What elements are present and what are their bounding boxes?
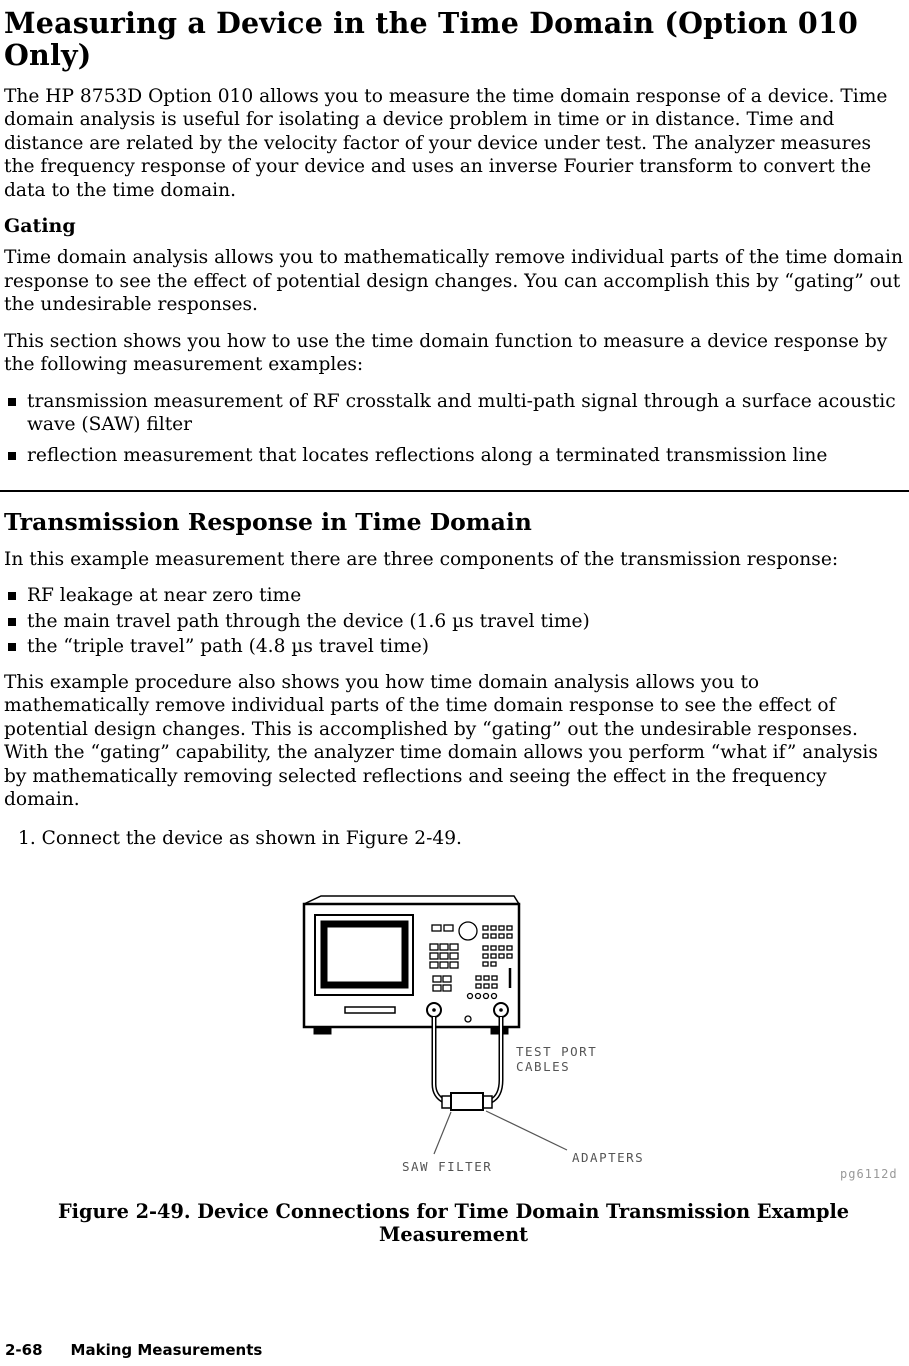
test-port-cables-label-line1: TEST PORT [516, 1044, 598, 1060]
list-item [4, 635, 903, 659]
transmission-bullet-list [4, 584, 903, 659]
list-item [4, 444, 903, 468]
gating-paragraph-2: This section shows you how to use the time domain function to measure a device response by the following measurement examples: [4, 330, 888, 376]
bullet-square-icon [8, 618, 16, 626]
adapters-label: ADAPTERS [572, 1150, 645, 1166]
network-analyzer-drawing [4, 892, 909, 1192]
page-footer [5, 1341, 262, 1359]
plot-id-label: pg6112d [840, 1167, 898, 1182]
bullet-text: the “triple travel” path (4.8 µs travel time) [27, 636, 429, 658]
bullet-text: the main travel path through the device (1.6 µs travel time) [27, 610, 590, 632]
bullet-text: reflection measurement that locates reflections along a terminated transmission line [27, 445, 828, 466]
bullet-square-icon [8, 398, 16, 406]
gating-paragraph-1: Time domain analysis allows you to mathematically remove individual parts of the time domain response to see the effect of potential design changes. You can accomplish this by “gating” out the undesirable responses. [4, 247, 903, 316]
figure-device-connections [4, 892, 903, 1246]
footer-page-number: 2-68 [5, 1341, 43, 1359]
section-divider [0, 490, 909, 492]
figure-caption: Figure 2-49. Device Connections for Time Domain Transmission Example Measurement [57, 1200, 850, 1247]
list-item [4, 610, 903, 634]
step-item-1: 1. Connect the device as shown in Figure 2-49. [18, 827, 462, 849]
saw-filter-assembly [442, 1093, 492, 1110]
bullet-text: RF leakage at near zero time [27, 585, 302, 607]
transmission-paragraph-2: This example procedure also shows you how time domain analysis allows you to mathematically remove individual parts of the time domain response to see the effect of potential design changes. This is accomplished by “gating” out the undesirable responses. With the “gating” capability, the analyzer time domain allows you perform “what if” analysis by mathematically removing selected reflections and seeing the effect in the frequency domain. [4, 671, 878, 811]
bullet-square-icon [8, 643, 16, 651]
analyzer-foot [314, 1027, 331, 1034]
footer-section-title: Making Measurements [70, 1341, 263, 1359]
list-item [4, 584, 903, 608]
saw-filter-label: SAW FILTER [402, 1159, 493, 1175]
bullet-square-icon [8, 452, 16, 460]
bullet-square-icon [8, 592, 16, 600]
adapter-right [483, 1096, 492, 1108]
list-item [4, 390, 903, 437]
gating-bullet-list [4, 390, 903, 468]
intro-paragraph: The HP 8753D Option 010 allows you to measure the time domain response of a device. Time domain analysis is useful for isolating a device problem in time or in distance. Time and distance are related by the velocity factor of your device under test. The analyzer measures the frequency response of your device and uses an inverse Fourier transform to convert the data to the time domain. [4, 85, 888, 201]
transmission-paragraph-1: In this example measurement there are three components of the transmission response: [4, 548, 839, 570]
transmission-heading: Transmission Response in Time Domain [4, 507, 532, 536]
saw-filter-shape [451, 1093, 483, 1110]
test-port-cables-label-line2: CABLES [516, 1059, 571, 1075]
gating-heading: Gating [4, 215, 76, 238]
bullet-text: transmission measurement of RF crosstalk and multi-path signal through a surface acoustic wave (SAW) filter [27, 390, 896, 436]
leader-lines [434, 1111, 567, 1154]
adapter-left [442, 1096, 451, 1108]
page-title: Measuring a Device in the Time Domain (Option 010 Only) [4, 6, 859, 72]
